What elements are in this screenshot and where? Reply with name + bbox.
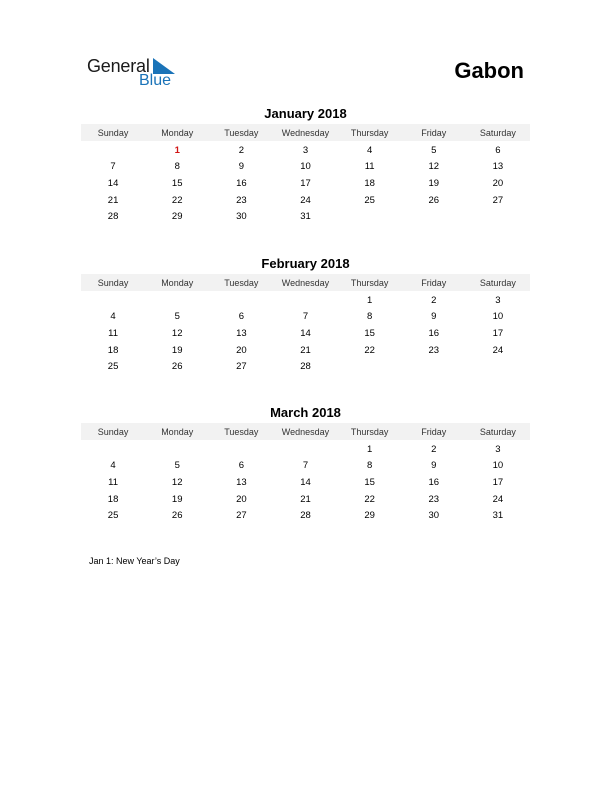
day-cell: 20 <box>492 177 504 189</box>
logo-word-blue: Blue <box>139 72 172 89</box>
weekday-label: Tuesday <box>224 277 259 288</box>
day-cell: 14 <box>300 476 311 488</box>
day-cell: 6 <box>238 311 244 323</box>
day-cell: 24 <box>492 493 504 505</box>
day-cell: 19 <box>171 493 183 505</box>
day-cell: 5 <box>431 144 437 156</box>
weekday-label: Saturday <box>479 426 516 437</box>
day-cell: 18 <box>107 493 119 505</box>
day-cell: 27 <box>236 510 247 522</box>
day-cell: 13 <box>492 161 504 173</box>
day-cell: 17 <box>492 327 504 339</box>
day-cell: 4 <box>110 311 116 323</box>
day-cell: 23 <box>428 493 440 505</box>
day-cell: 30 <box>428 510 440 522</box>
day-cell: 5 <box>174 460 180 472</box>
week-row <box>81 358 530 375</box>
week-row <box>81 208 530 225</box>
day-cell: 12 <box>171 476 183 488</box>
day-cell: 26 <box>171 510 183 522</box>
day-cell: 5 <box>174 311 180 323</box>
month-february <box>81 256 530 375</box>
day-cell: 21 <box>300 493 311 505</box>
day-cell: 6 <box>495 144 501 156</box>
weekday-label: Monday <box>161 127 194 138</box>
week-row <box>81 458 530 475</box>
day-cell: 18 <box>107 344 119 356</box>
day-cell: 10 <box>492 311 504 323</box>
day-cell: 19 <box>428 177 440 189</box>
day-cell: 10 <box>300 161 311 173</box>
day-cell: 16 <box>236 177 247 189</box>
weekday-label: Thursday <box>350 127 389 138</box>
day-cell: 9 <box>431 311 437 323</box>
weekday-label: Sunday <box>97 426 129 437</box>
day-cell: 12 <box>171 327 183 339</box>
logo-word-general: General <box>87 56 150 76</box>
month-title: February 2018 <box>261 256 350 271</box>
logo <box>87 56 187 92</box>
month-title: March 2018 <box>270 405 341 420</box>
day-cell: 15 <box>364 327 375 339</box>
day-cell: 12 <box>428 161 440 173</box>
weekday-label: Thursday <box>350 277 389 288</box>
week-row <box>81 491 530 508</box>
day-cell: 18 <box>364 177 375 189</box>
month-january <box>81 106 530 225</box>
weekday-label: Tuesday <box>224 127 259 138</box>
day-cell: 23 <box>236 194 247 206</box>
day-cell: 3 <box>495 294 501 306</box>
day-cell: 4 <box>366 144 373 156</box>
weekday-label: Wednesday <box>281 277 330 288</box>
weekday-header <box>81 274 530 291</box>
weekday-label: Sunday <box>97 277 129 288</box>
day-cell: 22 <box>364 344 375 356</box>
day-cell: 26 <box>171 361 183 373</box>
month-weeks <box>81 440 530 524</box>
week-row <box>81 175 530 192</box>
day-cell: 20 <box>236 344 247 356</box>
day-cell: 28 <box>300 510 311 522</box>
day-cell: 27 <box>236 361 247 373</box>
day-cell: 7 <box>302 311 309 323</box>
day-cell: 1 <box>366 294 373 306</box>
week-row <box>81 192 530 209</box>
day-cell: 26 <box>428 194 440 206</box>
week-row <box>81 474 530 491</box>
day-cell: 31 <box>300 211 311 223</box>
day-cell: 13 <box>236 476 247 488</box>
day-cell: 28 <box>300 361 311 373</box>
month-weeks <box>81 141 530 225</box>
weekday-label: Friday <box>421 277 447 288</box>
weekday-label: Monday <box>161 277 194 288</box>
day-cell: 24 <box>492 344 504 356</box>
day-cell: 29 <box>171 211 183 223</box>
day-cell: 13 <box>236 327 247 339</box>
week-row <box>81 342 530 359</box>
week-row <box>81 441 530 458</box>
month-weeks <box>81 291 530 375</box>
month-march <box>81 405 530 524</box>
day-cell: 21 <box>300 344 311 356</box>
day-cell: 10 <box>492 460 504 472</box>
day-cell: 17 <box>492 476 504 488</box>
day-cell: 22 <box>364 493 375 505</box>
day-cell: 8 <box>366 460 373 472</box>
holiday-notes <box>89 556 180 566</box>
day-cell: 11 <box>108 476 118 488</box>
day-cell: 3 <box>302 144 309 156</box>
day-cell: 2 <box>431 294 437 306</box>
day-cell: 8 <box>174 161 180 173</box>
week-row <box>81 309 530 326</box>
day-cell: 19 <box>171 344 183 356</box>
day-cell: 14 <box>300 327 311 339</box>
week-row <box>81 507 530 524</box>
day-cell: 25 <box>107 361 119 373</box>
day-cell: 29 <box>364 510 375 522</box>
day-cell: 2 <box>431 443 437 455</box>
day-cell: 20 <box>236 493 247 505</box>
day-cell: 7 <box>302 460 309 472</box>
day-cell: 1 <box>366 443 373 455</box>
weekday-label: Sunday <box>97 127 129 138</box>
weekday-label: Wednesday <box>281 127 330 138</box>
weekday-header <box>81 423 530 440</box>
day-cell: 25 <box>107 510 119 522</box>
weekday-label: Tuesday <box>224 426 259 437</box>
day-cell: 30 <box>236 211 247 223</box>
day-cell: 3 <box>495 443 501 455</box>
weekday-label: Thursday <box>350 426 389 437</box>
day-cell: 17 <box>300 177 311 189</box>
day-cell: 1 <box>174 144 180 156</box>
country-title: Gabon <box>454 58 524 83</box>
weekday-label: Saturday <box>479 127 516 138</box>
day-cell: 2 <box>238 144 244 156</box>
weekday-header <box>81 124 530 141</box>
day-cell: 23 <box>428 344 440 356</box>
day-cell: 28 <box>107 211 119 223</box>
week-row <box>81 142 530 159</box>
day-cell: 6 <box>238 460 244 472</box>
day-cell: 7 <box>110 161 116 173</box>
weekday-label: Wednesday <box>281 426 330 437</box>
day-cell: 4 <box>110 460 116 472</box>
holiday-note: Jan 1: New Year’s Day <box>89 556 180 566</box>
day-cell: 31 <box>492 510 504 522</box>
day-cell: 22 <box>171 194 183 206</box>
weekday-label: Friday <box>421 426 447 437</box>
week-row <box>81 325 530 342</box>
day-cell: 8 <box>366 311 373 323</box>
month-title: January 2018 <box>264 106 347 121</box>
day-cell: 16 <box>428 476 440 488</box>
day-cell: 16 <box>428 327 440 339</box>
day-cell: 25 <box>364 194 375 206</box>
day-cell: 11 <box>364 161 375 173</box>
day-cell: 21 <box>107 194 119 206</box>
week-row <box>81 292 530 309</box>
day-cell: 11 <box>108 327 118 339</box>
weekday-label: Saturday <box>479 277 516 288</box>
day-cell: 27 <box>492 194 504 206</box>
weekday-label: Monday <box>161 426 194 437</box>
weekday-label: Friday <box>421 127 447 138</box>
day-cell: 24 <box>300 194 311 206</box>
week-row <box>81 159 530 176</box>
day-cell: 15 <box>171 177 183 189</box>
day-cell: 9 <box>431 460 437 472</box>
day-cell: 14 <box>107 177 119 189</box>
day-cell: 9 <box>238 161 244 173</box>
day-cell: 15 <box>364 476 375 488</box>
